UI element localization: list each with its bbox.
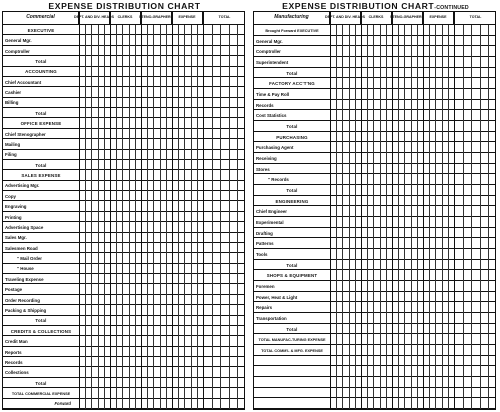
expense-grid: [2, 11, 245, 410]
row-label: Tools: [254, 249, 330, 260]
section-row-label: SALES EXPENSE: [3, 170, 79, 180]
row-label: Filing: [3, 150, 79, 160]
row-label: Chief Engineer: [254, 206, 330, 217]
row-label: Credit Man: [3, 336, 79, 346]
column-subdivider: [336, 25, 337, 409]
row-label: Advertising Mgr.: [3, 181, 79, 191]
header-total: TOTAL: [218, 15, 231, 20]
section-row-label: EXECUTIVE: [3, 25, 79, 35]
row-label: Superintendent: [254, 57, 330, 68]
row-label: Transportation: [254, 313, 330, 324]
column-subdivider: [135, 25, 136, 409]
row-label: [254, 366, 330, 377]
column-subdivider: [380, 25, 381, 409]
chart-title: [253, 1, 498, 11]
column-subdivider: [398, 25, 399, 409]
section-row-label: Total: [254, 260, 330, 271]
row-label: Traveling Expense: [3, 274, 79, 284]
column-subdivider: [471, 25, 472, 409]
column-subdivider: [220, 25, 221, 409]
row-label: Engraving: [3, 201, 79, 211]
expense-chart-commercial: [2, 0, 247, 412]
column-subdivider: [480, 25, 481, 409]
column-subdivider: [129, 25, 130, 409]
column-subdivider: [237, 25, 238, 409]
column-border: [361, 12, 362, 409]
row-label: Foremen: [254, 281, 330, 292]
column-subdivider: [166, 25, 167, 409]
header-stenographers: STENO-GRAPHERS: [141, 12, 172, 24]
chart-title-suffix: -CONTINUED: [434, 5, 469, 11]
row-label: Packing & Shipping: [3, 305, 79, 315]
column-border: [172, 12, 173, 409]
column-subdivider: [104, 25, 105, 409]
row-label: TOTAL COMMERCIAL EXPENSE: [3, 388, 79, 398]
header-total: TOTAL: [469, 15, 482, 20]
column-subdivider: [367, 25, 368, 409]
header-clerks: CLERKS: [110, 12, 141, 24]
header-stenographers: STENO-GRAPHERS: [392, 12, 423, 24]
row-label: " House: [3, 264, 79, 274]
row-label: [254, 356, 330, 367]
row-label: TOTAL MANUFAC-TURING EXPENSE: [254, 334, 330, 345]
chart-title-text: EXPENSE DISTRIBUTION CHART: [282, 1, 435, 11]
header-dept-heads: DEPT. AND DIV. HEADS: [79, 12, 110, 24]
column-subdivider: [184, 25, 185, 409]
column-subdivider: [488, 25, 489, 409]
row-label: Printing: [3, 212, 79, 222]
row-label: TOTAL COMM'L & MFG. EXPENSE: [254, 345, 330, 356]
column-border: [330, 12, 331, 409]
header-category: Commercial: [3, 12, 79, 24]
row-label: Drafting: [254, 228, 330, 239]
column-subdivider: [373, 25, 374, 409]
row-label: Reports: [3, 347, 79, 357]
header-expense: EXPENSE: [423, 12, 454, 24]
column-subdivider: [429, 25, 430, 409]
section-row-label: FACTORY ACC'T'NG: [254, 78, 330, 89]
section-row-label: CREDITS & COLLECTIONS: [3, 326, 79, 336]
column-subdivider: [212, 25, 213, 409]
section-row-label: Total: [3, 108, 79, 118]
row-label: Forward: [3, 399, 79, 409]
column-subdivider: [197, 25, 198, 409]
row-label: Purchasing Agent: [254, 142, 330, 153]
section-row-label: Total: [254, 185, 330, 196]
section-row-label: Total: [3, 56, 79, 66]
column-subdivider: [435, 25, 436, 409]
row-label: Cashier: [3, 87, 79, 97]
chart-title: [2, 1, 247, 11]
column-subdivider: [417, 25, 418, 409]
header-row: [254, 12, 495, 25]
row-label: Mailing: [3, 139, 79, 149]
section-row-label: ENGINEERING: [254, 196, 330, 207]
row-label: Brought Forward EXECUTIVE: [254, 25, 330, 36]
row-label: Power, Heat & Light: [254, 292, 330, 303]
row-label: Records: [254, 100, 330, 111]
row-label: Records: [3, 357, 79, 367]
header-dept-heads: DEPT. AND DIV. HEADS: [330, 12, 361, 24]
row-label: Chief Stenographer: [3, 129, 79, 139]
column-subdivider: [191, 25, 192, 409]
header-expense: EXPENSE: [172, 12, 203, 24]
column-subdivider: [411, 25, 412, 409]
row-label: Chief Accountant: [3, 77, 79, 87]
row-label: Stores: [254, 164, 330, 175]
column-subdivider: [85, 25, 86, 409]
row-label: Receiving: [254, 153, 330, 164]
row-label: Time & Pay Roll: [254, 89, 330, 100]
header-clerks: CLERKS: [361, 12, 392, 24]
row-label: Advertising Space: [3, 222, 79, 232]
chart-title-text: EXPENSE DISTRIBUTION CHART: [48, 1, 201, 11]
column-subdivider: [229, 25, 230, 409]
row-label: Order Recording: [3, 295, 79, 305]
section-row-label: Total: [3, 160, 79, 170]
column-subdivider: [442, 25, 443, 409]
header-category: Manufacturing: [254, 12, 330, 24]
column-subdivider: [153, 25, 154, 409]
column-subdivider: [116, 25, 117, 409]
row-label: [254, 388, 330, 399]
column-border: [454, 12, 455, 409]
row-label: General Mgr.: [254, 36, 330, 47]
row-label: Copy: [3, 191, 79, 201]
section-row-label: Total: [254, 68, 330, 79]
column-subdivider: [448, 25, 449, 409]
section-row-label: PURCHASING: [254, 132, 330, 143]
expense-grid: [253, 11, 496, 410]
row-label: [254, 377, 330, 388]
column-subdivider: [122, 25, 123, 409]
section-row-label: Total: [254, 121, 330, 132]
column-subdivider: [160, 25, 161, 409]
section-row-label: Total: [3, 378, 79, 388]
row-label: Patterns: [254, 238, 330, 249]
row-label: " Mail Order: [3, 253, 79, 263]
section-row-label: SHOPS & EQUIPMENT: [254, 270, 330, 281]
column-subdivider: [355, 25, 356, 409]
header-row: [3, 12, 244, 25]
column-border: [110, 12, 111, 409]
column-border: [203, 12, 204, 409]
column-border: [141, 12, 142, 409]
column-border: [423, 12, 424, 409]
row-label: Postage: [3, 284, 79, 294]
column-subdivider: [349, 25, 350, 409]
row-label: Experimental: [254, 217, 330, 228]
row-label: Comptroller: [254, 46, 330, 57]
column-border: [79, 12, 80, 409]
row-label: Billing: [3, 98, 79, 108]
row-label: Repairs: [254, 302, 330, 313]
section-row-label: ACCOUNTING: [3, 67, 79, 77]
expense-chart-manufacturing: [253, 0, 498, 412]
section-row-label: OFFICE EXPENSE: [3, 118, 79, 128]
column-subdivider: [386, 25, 387, 409]
column-subdivider: [463, 25, 464, 409]
column-subdivider: [404, 25, 405, 409]
column-subdivider: [98, 25, 99, 409]
row-label: General Mgr.: [3, 35, 79, 45]
column-subdivider: [178, 25, 179, 409]
section-row-label: Total: [3, 316, 79, 326]
column-subdivider: [91, 25, 92, 409]
column-subdivider: [342, 25, 343, 409]
row-label: Comptroller: [3, 46, 79, 56]
column-subdivider: [147, 25, 148, 409]
row-label: Salesmen Road: [3, 243, 79, 253]
column-border: [392, 12, 393, 409]
section-row-label: Total: [254, 324, 330, 335]
row-label: Cost Statistics: [254, 110, 330, 121]
row-label: Collections: [3, 367, 79, 377]
row-label: [254, 398, 330, 409]
row-label: " Records: [254, 174, 330, 185]
row-label: Sales Mgr.: [3, 233, 79, 243]
